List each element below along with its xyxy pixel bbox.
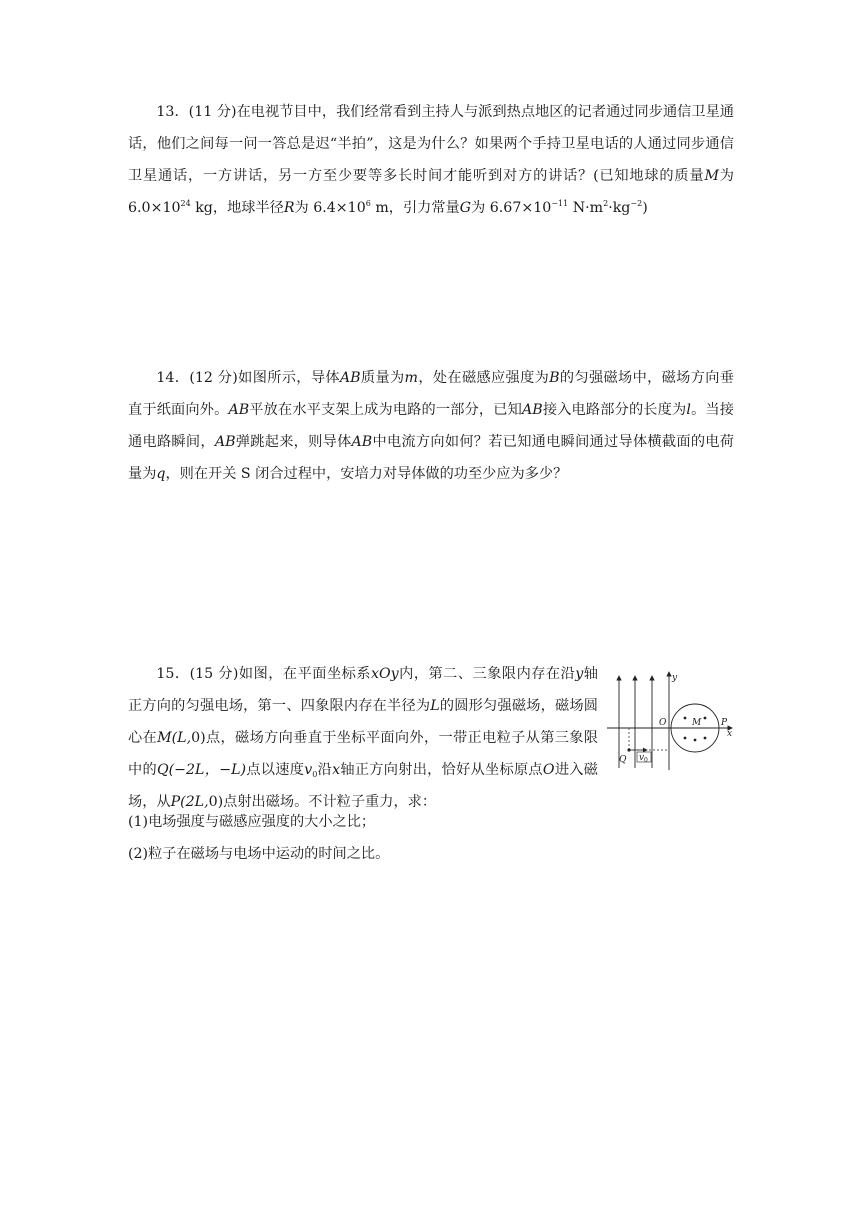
symbol-AB: AB	[522, 402, 543, 418]
point-Q	[627, 748, 630, 751]
sub-question-2: (2)粒子在磁场与电场中运动的时间之比。	[128, 846, 390, 862]
exponent: −11	[551, 199, 569, 208]
field-dot	[694, 739, 697, 742]
q13-text: N·m	[568, 200, 604, 216]
q14-text: 质量为	[360, 370, 405, 386]
symbol-m: m	[404, 370, 418, 386]
q15-text: 0)点射出磁场。不计粒子重力，求：	[208, 794, 437, 810]
field-dot	[704, 737, 707, 740]
q14-text: 平放在水平支架上成为电路的一部分，已知	[249, 402, 522, 418]
label-P: P	[721, 718, 728, 728]
label-v-subscript: 0	[644, 757, 648, 764]
q15-text: 的圆形匀强磁场，磁场圆心在	[128, 698, 598, 746]
field-dot	[684, 717, 687, 720]
q13-text: 为 6.4×10	[294, 200, 366, 216]
q14-text: 。当接通电路瞬间，	[128, 402, 734, 450]
label-M: M	[692, 718, 702, 728]
symbol-M: M	[704, 168, 719, 184]
q15-text: 轴正方向的匀强电场，第一、四象限内存在半径为	[128, 666, 598, 714]
symbol-G: G	[459, 200, 472, 216]
q15-text: 15．(15 分)如图，在平面坐标系	[156, 666, 371, 682]
symbol-L: L	[430, 698, 440, 714]
symbol-y: y	[575, 666, 584, 682]
symbol-AB: AB	[228, 402, 250, 418]
field-dot	[704, 717, 707, 720]
exponent: −2	[630, 199, 643, 208]
q14-text: 弹跳起来，则导体	[235, 434, 352, 450]
symbol-x: x	[332, 762, 341, 778]
symbol-P: P	[170, 794, 181, 810]
coord-Q: (−2L，−L)	[168, 762, 247, 778]
question-13	[128, 96, 734, 224]
symbol-B: B	[549, 370, 560, 386]
q13-text: 为 6.0×10	[128, 168, 734, 216]
q14-text: 中电流方向如何？若已知通电瞬间通过导体横截面的电荷量为	[128, 434, 734, 482]
q15-text: 轴正方向射出，恰好从坐标原点	[340, 762, 543, 778]
label-O: O	[659, 718, 667, 728]
sub-question-1: (1)电场强度与磁感应强度的大小之比；	[128, 814, 376, 830]
exponent: 6	[365, 199, 371, 208]
symbol-v: v	[304, 762, 313, 778]
q13-text: 13．(11 分)在电视节目中，我们经常看到主持人与派到热点地区的记者通过同步通信卫星通话，他们之间每一问一答总是迟“半拍”，这是为什么？如果两个手持卫星电话的人通过同步通信卫星通话，一方讲话，另一方至少要等多长时间才能听到对方的讲话？(已知地球的质量	[128, 104, 734, 184]
q15-text: 内，第二、三象限内存在沿	[398, 666, 576, 682]
q15-text: 点以速度	[246, 762, 305, 778]
label-x: x	[727, 729, 733, 739]
q13-text: )	[642, 200, 648, 216]
symbol-l: l	[686, 402, 691, 418]
exponent: 2	[603, 199, 609, 208]
symbol-AB: AB	[214, 434, 236, 450]
question-13-text	[128, 96, 734, 224]
symbol-O: O	[542, 762, 555, 778]
q13-text: kg，地球半径	[190, 200, 284, 216]
q15-text: 进入磁场，从	[128, 762, 598, 810]
symbol-AB: AB	[351, 434, 373, 450]
field-dot	[684, 737, 687, 740]
symbol-R: R	[283, 200, 295, 216]
q13-text: m，引力常量	[370, 200, 460, 216]
q15-text: 0)点，磁场方向垂直于坐标平面向外，一带正电粒子从第三象限中的	[128, 730, 598, 778]
label-Q: Q	[619, 755, 627, 765]
question-14-text	[128, 362, 734, 490]
symbol-M: M	[157, 730, 172, 746]
symbol-AB: AB	[339, 370, 361, 386]
label-y: y	[672, 673, 678, 683]
coord-M: (L,	[171, 730, 192, 746]
exponent: 24	[180, 199, 191, 208]
q14-text: 接入电路部分的长度为	[542, 402, 687, 418]
question-15	[128, 658, 598, 818]
q14-text: ，处在磁感应强度为	[418, 370, 550, 386]
q15-text: 沿	[317, 762, 333, 778]
field-diagram	[605, 668, 735, 772]
q13-text: 为 6.67×10	[471, 200, 552, 216]
question-15-text	[128, 658, 598, 818]
q14-text: ，则在开关 S 闭合过程中，安培力对导体做的功至少应为多少？	[165, 466, 568, 482]
symbol-q: q	[156, 466, 166, 482]
coord-P: (2L,	[180, 794, 209, 810]
q14-text: 的匀强磁场中，磁场方向垂直于纸面向外。	[128, 370, 734, 418]
symbol-Q: Q	[156, 762, 169, 778]
subscript: 0	[312, 770, 318, 779]
symbol-xOy: xOy	[371, 666, 399, 682]
question-14	[128, 362, 734, 490]
field-diagram-svg	[605, 668, 735, 772]
q13-text: ·kg	[608, 200, 631, 216]
label-v: v	[639, 753, 645, 763]
q14-text: 14．(12 分)如图所示，导体	[156, 370, 340, 386]
